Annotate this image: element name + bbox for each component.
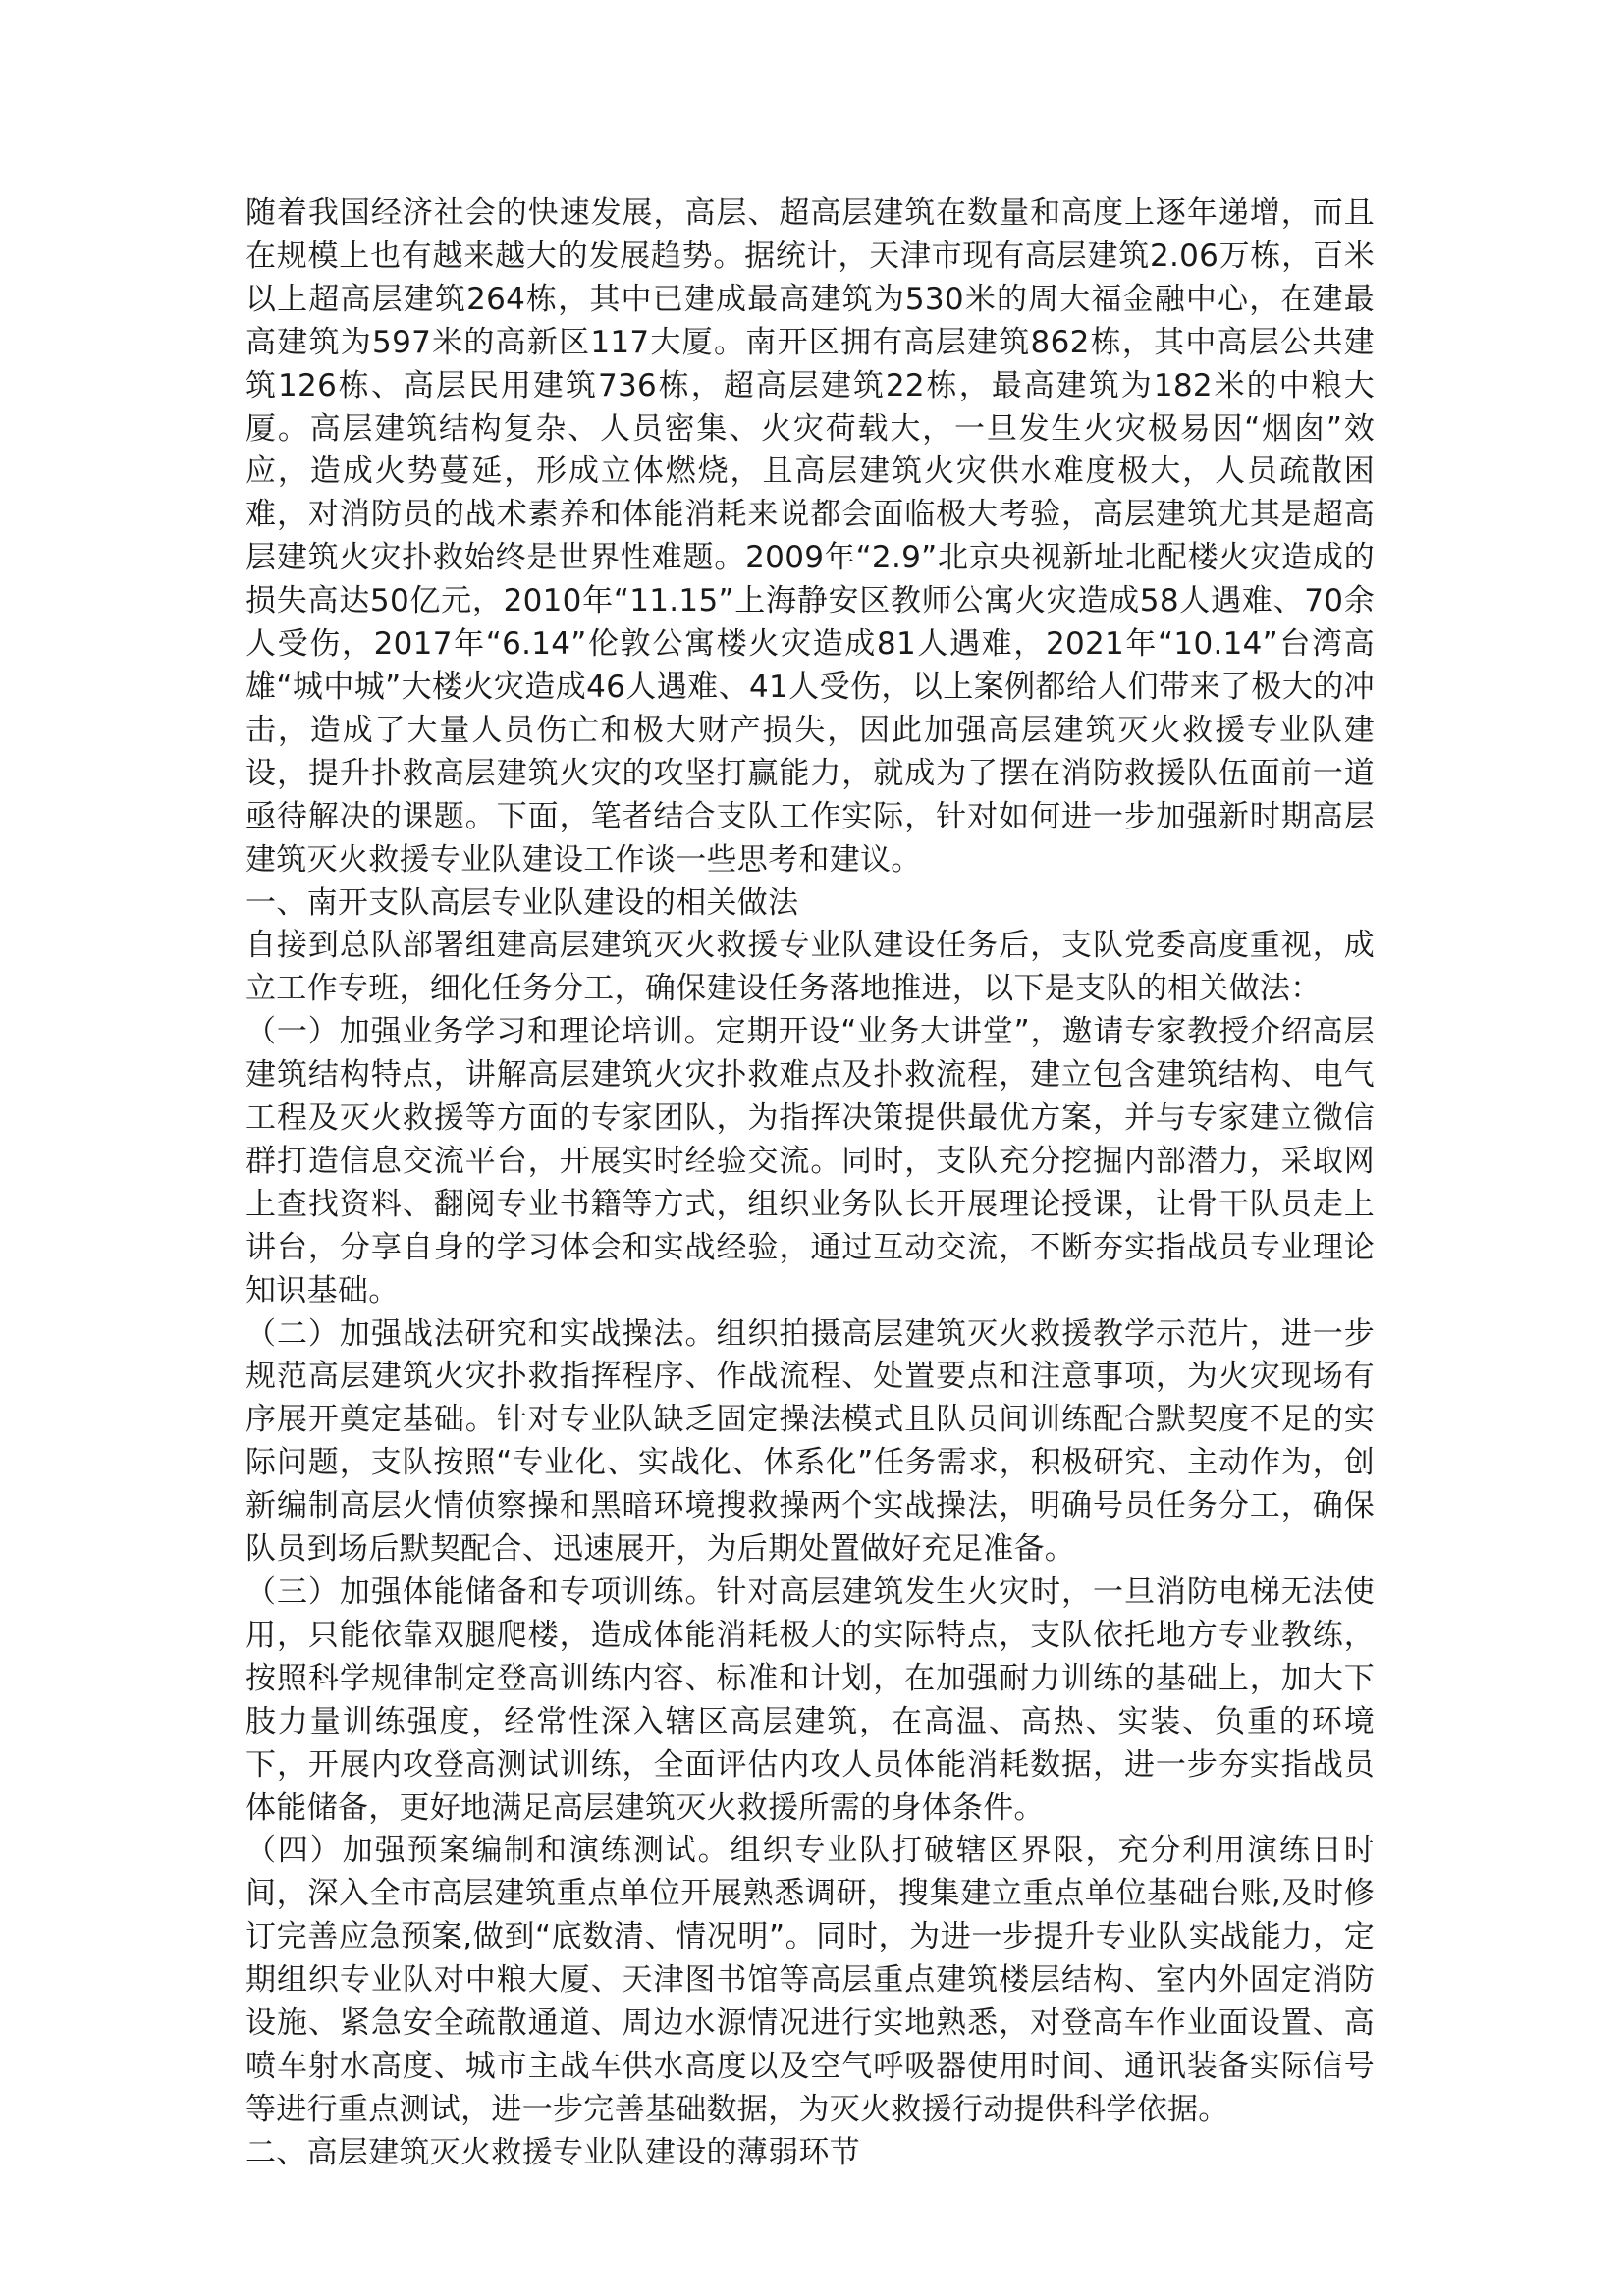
intro-paragraph: 随着我国经济社会的快速发展，高层、超高层建筑在数量和高度上逐年递增，而且在规模上也有越来越大的发展趋势。据统计，天津市现有高层建筑2.06万栋，百米以上超高层建筑264栋，其中已建成最高建筑为530米的周大福金融中心，在建最高建筑为597米的高新区117大厦。南开区拥有高层建筑862栋，其中高层公共建筑126栋、高层民用建筑736栋，超高层建筑22栋，最高建筑为182米的中粮大厦。高层建筑结构复杂、人员密集、火灾荷载大，一旦发生火灾极易因“烟囱”效应，造成火势蔓延，形成立体燃烧，且高层建筑火灾供水难度极大，人员疏散困难，对消防员的战术素养和体能消耗来说都会面临极大考验，高层建筑尤其是超高层建筑火灾扑救始终是世界性难题。2009年“2.9”北京央视新址北配楼火灾造成的损失高达50亿元，2010年“11.15”上海静安区教师公寓火灾造成58人遇难、70余人受伤，2017年“6.14”伦敦公寓楼火灾造成81人遇难，2021年“10.14”台湾高雄“城中城”大楼火灾造成46人遇难、41人受伤，以上案例都给人们带来了极大的冲击，造成了大量人员伤亡和极大财产损失，因此加强高层建筑灭火救援专业队建设，提升扑救高层建筑火灾的攻坚打赢能力，就成为了摆在消防救援队伍面前一道亟待解决的课题。下面，笔者结合支队工作实际，针对如何进一步加强新时期高层建筑灭火救援专业队建设工作谈一些思考和建议。 [245, 195, 1375, 878]
item-paragraph-1: （一）加强业务学习和理论培训。定期开设“业务大讲堂”，邀请专家教授介绍高层建筑结构特点，讲解高层建筑火灾扑救难点及扑救流程，建立包含建筑结构、电气工程及灭火救援等方面的专家团队，为指挥决策提供最优方案，并与专家建立微信群打造信息交流平台，开展实时经验交流。同时，支队充分挖掘内部潜力，采取网上查找资料、翻阅专业书籍等方式，组织业务队长开展理论授课，让骨干队员走上讲台，分享自身的学习体会和实战经验，通过互动交流，不断夯实指战员专业理论知识基础。 [245, 1014, 1375, 1308]
document-body [245, 192, 1375, 2175]
section-heading-1: 一、南开支队高层专业队建设的相关做法 [245, 884, 799, 921]
section1-intro-paragraph: 自接到总队部署组建高层建筑灭火救援专业队建设任务后，支队党委高度重视，成立工作专班，细化任务分工，确保建设任务落地推进，以下是支队的相关做法： [245, 928, 1375, 1007]
item-paragraph-3: （三）加强体能储备和专项训练。针对高层建筑发生火灾时，一旦消防电梯无法使用，只能依靠双腿爬楼，造成体能消耗极大的实际特点，支队依托地方专业教练，按照科学规律制定登高训练内容、标准和计划，在加强耐力训练的基础上，加大下肢力量训练强度，经常性深入辖区高层建筑，在高温、高热、实装、负重的环境下，开展内攻登高测试训练，全面评估内攻人员体能消耗数据，进一步夯实指战员体能储备，更好地满足高层建筑灭火救援所需的身体条件。 [245, 1575, 1375, 1826]
section-heading-2: 二、高层建筑灭火救援专业队建设的薄弱环节 [245, 2134, 860, 2170]
item-paragraph-2: （二）加强战法研究和实战操法。组织拍摄高层建筑灭火救援教学示范片，进一步规范高层建筑火灾扑救指挥程序、作战流程、处置要点和注意事项，为火灾现场有序展开奠定基础。针对专业队缺乏固定操法模式且队员间训练配合默契度不足的实际问题，支队按照“专业化、实战化、体系化”任务需求，积极研究、主动作为，创新编制高层火情侦察操和黑暗环境搜救操两个实战操法，明确号员任务分工，确保队员到场后默契配合、迅速展开，为后期处置做好充足准备。 [245, 1315, 1375, 1568]
item-paragraph-4: （四）加强预案编制和演练测试。组织专业队打破辖区界限，充分利用演练日时间，深入全市高层建筑重点单位开展熟悉调研，搜集建立重点单位基础台账,及时修订完善应急预案,做到“底数清、情况明”。同时，为进一步提升专业队实战能力，定期组织专业队对中粮大厦、天津图书馆等高层重点建筑楼层结构、室内外固定消防设施、紧急安全疏散通道、周边水源情况进行实地熟悉，对登高车作业面设置、高喷车射水高度、城市主战车供水高度以及空气呼吸器使用时间、通讯装备实际信号等进行重点测试，进一步完善基础数据，为灭火救援行动提供科学依据。 [245, 1833, 1375, 2127]
